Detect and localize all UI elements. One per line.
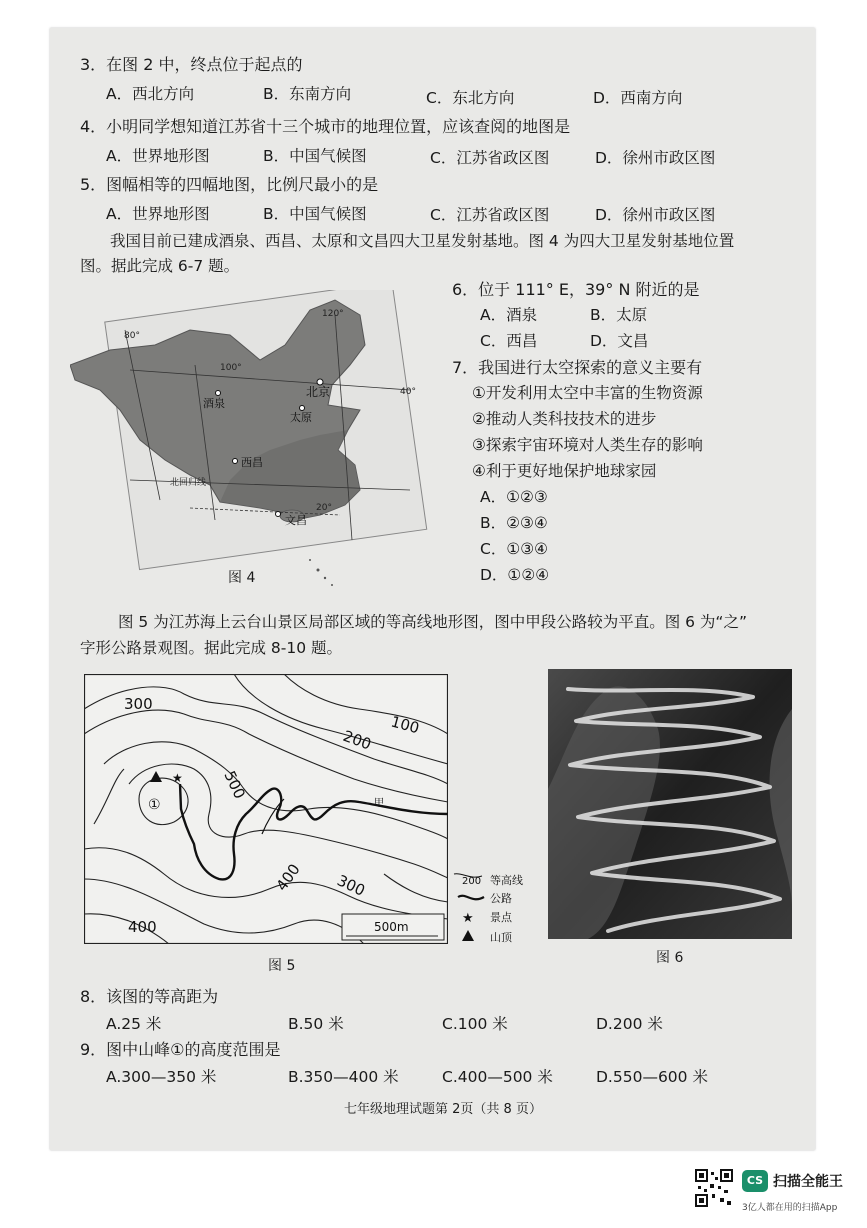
intro-6-7-line1: 我国目前已建成酒泉、西昌、太原和文昌四大卫星发射基地。图 4 为四大卫星发射基地位置	[110, 232, 735, 250]
q9-option-b: B.350—400 米	[288, 1068, 399, 1086]
legend-peak-label: 山顶	[490, 931, 512, 944]
q6-option-c: C．西昌	[480, 332, 538, 350]
q5-option-b: B．中国气候图	[263, 205, 367, 223]
figure5-legend	[452, 870, 542, 950]
q5-option-c: C．江苏省政区图	[430, 206, 550, 224]
fig4-xichang: 西昌	[241, 456, 263, 469]
fig5-contour-300-a: 300	[124, 695, 153, 713]
scanner-tagline: 3亿人都在用的扫描App	[742, 1203, 838, 1213]
q4-option-d: D．徐州市政区图	[595, 149, 716, 167]
fig4-lat20: 20°	[316, 503, 332, 513]
fig4-wenchang: 文昌	[285, 514, 307, 527]
q9-option-d: D.550—600 米	[596, 1068, 708, 1086]
fig5-peak-label: ①	[148, 797, 161, 813]
q6-stem: 6．位于 111° E，39° N 附近的是	[452, 280, 700, 299]
figure5-contour-map	[84, 674, 448, 944]
fig4-lon120: 120°	[322, 309, 344, 319]
q7-statement-4: ④利于更好地保护地球家园	[472, 462, 657, 480]
scanner-app-name: 扫描全能王	[773, 1174, 843, 1190]
figure5-caption: 图 5	[268, 958, 296, 974]
fig4-lon80: 80°	[124, 331, 140, 341]
q6-option-d: D．文昌	[590, 332, 649, 350]
q7-statement-2: ②推动人类科技技术的进步	[472, 410, 657, 428]
q8-option-d: D.200 米	[596, 1015, 663, 1033]
legend-peak-icon	[462, 930, 474, 941]
intro-8-10-line2: 字形公路景观图。据此完成 8-10 题。	[80, 639, 343, 657]
fig4-taiyuan: 太原	[290, 411, 312, 424]
qr-code-icon	[694, 1168, 734, 1208]
q3-option-c: C．东北方向	[426, 89, 515, 107]
q4-stem: 4．小明同学想知道江苏省十三个城市的地理位置，应该查阅的地图是	[80, 117, 571, 136]
q7-statement-1: ①开发利用太空中丰富的生物资源	[472, 384, 703, 402]
q8-option-a: A.25 米	[106, 1015, 162, 1033]
q7-option-b: B．②③④	[480, 514, 548, 532]
fig4-lon100: 100°	[220, 363, 242, 373]
figure4-caption: 图 4	[228, 570, 256, 586]
figure6-caption: 图 6	[656, 950, 684, 966]
q9-option-a: A.300—350 米	[106, 1068, 217, 1086]
q9-option-c: C.400—500 米	[442, 1068, 553, 1086]
fig5-contour-500: 500	[220, 768, 249, 802]
q4-option-a: A．世界地形图	[106, 147, 210, 165]
q7-option-a: A．①②③	[480, 488, 548, 506]
q5-option-d: D．徐州市政区图	[595, 206, 716, 224]
legend-contour-label: 等高线	[490, 874, 523, 887]
q4-option-b: B．中国气候图	[263, 147, 367, 165]
q7-statement-3: ③探索宇宙环境对人类生存的影响	[472, 436, 703, 454]
q6-option-a: A．酒泉	[480, 306, 538, 324]
fig5-contour-100: 100	[388, 712, 422, 738]
q8-stem: 8．该图的等高距为	[80, 987, 219, 1006]
camscanner-logo-icon: CS	[742, 1170, 768, 1192]
q9-stem: 9．图中山峰①的高度范围是	[80, 1040, 281, 1059]
figure4-china-map	[70, 290, 430, 600]
legend-contour-value: 200	[462, 876, 482, 887]
svg-text:★: ★	[172, 771, 183, 785]
q4-option-c: C．江苏省政区图	[430, 149, 550, 167]
q7-stem: 7．我国进行太空探索的意义主要有	[452, 358, 703, 377]
figure6-zigzag-road-photo	[548, 669, 792, 939]
fig5-contour-300-b: 300	[334, 871, 368, 900]
q3-option-a: A．西北方向	[106, 85, 195, 103]
page-footer: 七年级地理试题第 2页（共 8 页）	[344, 1102, 542, 1117]
fig5-contour-400-a: 400	[272, 860, 304, 895]
q3-option-b: B．东南方向	[263, 85, 352, 103]
q6-option-b: B．太原	[590, 306, 648, 324]
q3-stem: 3．在图 2 中，终点位于起点的	[80, 55, 303, 74]
q5-option-a: A．世界地形图	[106, 205, 210, 223]
q8-option-c: C.100 米	[442, 1015, 508, 1033]
intro-8-10-line1: 图 5 为江苏海上云台山景区局部区域的等高线地形图，图中甲段公路较为平直。图 6 为“之”	[118, 613, 747, 631]
q3-option-d: D．西南方向	[593, 89, 683, 107]
fig5-contour-200: 200	[340, 726, 374, 754]
intro-6-7-line2: 图。据此完成 6-7 题。	[80, 257, 240, 275]
fig4-beijing: 北京	[306, 385, 331, 399]
q8-option-b: B.50 米	[288, 1015, 344, 1033]
legend-road-label: 公路	[490, 892, 512, 905]
q7-option-c: C．①③④	[480, 540, 549, 558]
legend-spot-icon: ★	[462, 911, 474, 926]
q5-stem: 5．图幅相等的四幅地图，比例尺最小的是	[80, 175, 379, 194]
fig4-lat40: 40°	[400, 387, 416, 397]
fig5-contour-400-b: 400	[128, 918, 157, 936]
fig4-jiuquan: 酒泉	[203, 397, 225, 410]
fig4-tropic-label: 北回归线	[170, 478, 207, 488]
q7-option-d: D．①②④	[480, 566, 550, 584]
fig5-scale-label: 500m	[374, 920, 409, 934]
legend-spot-label: 景点	[490, 911, 512, 924]
fig5-jia-label: 甲	[374, 798, 384, 809]
